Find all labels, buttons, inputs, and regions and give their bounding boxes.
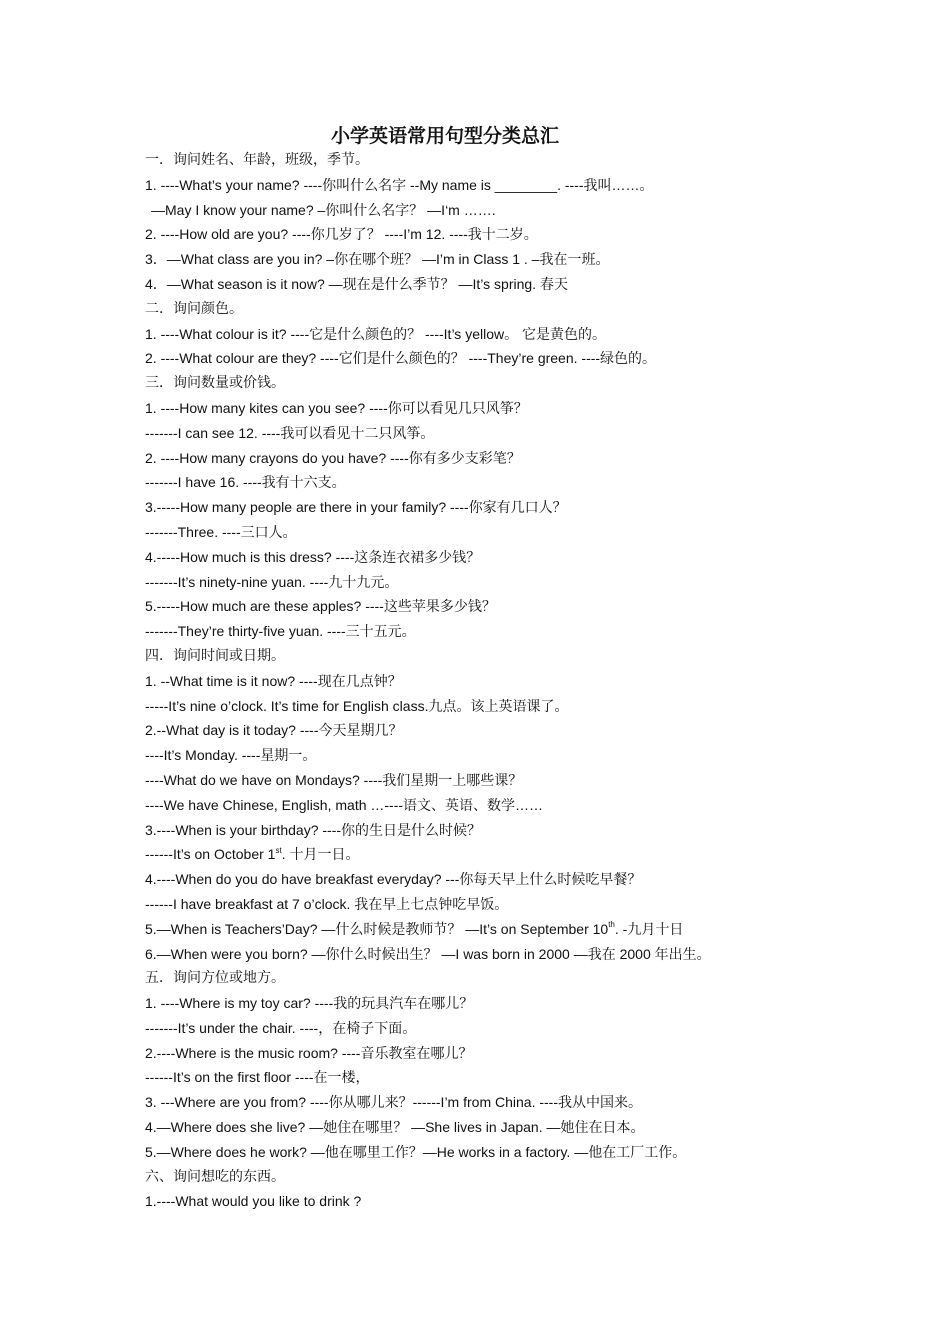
line-text: —May I know your name? –你叫什么名字？ —I‘m ……. [151, 201, 496, 218]
sentence-line [145, 842, 925, 867]
section-heading [145, 1165, 925, 1190]
line-text: ----We have Chinese, English, math …----语文、英语、数学…… [145, 796, 544, 813]
sentence-line [145, 594, 925, 619]
sentence-line [145, 768, 925, 793]
line-text: 2. ----How old are you? ----你几岁了？ ----I’m 12. ----我十二岁。 [145, 226, 538, 243]
ordinal-suffix: th [608, 920, 615, 930]
line-text: 2. ----How many crayons do you have? ----你有多少支彩笔？ [145, 449, 521, 466]
sentence-line [145, 718, 925, 743]
line-text: 2.----Where is the music room? ----音乐教室在哪儿？ [145, 1044, 473, 1061]
sentence-line [145, 1140, 925, 1165]
sentence-line [145, 1115, 925, 1140]
sentence-line [145, 346, 925, 371]
line-text: 4.—Where does she live? —她住在哪里？ —She lives in Japan. —她住在日本。 [145, 1119, 645, 1136]
sentence-line [145, 669, 925, 694]
line-text: 1.----What would you like to drink ? [145, 1193, 362, 1210]
sentence-line [145, 1016, 925, 1041]
sentence-line [145, 396, 925, 421]
line-text: -------Three. ----三口人。 [145, 523, 297, 540]
section-heading [145, 966, 925, 991]
line-text: -------They’re thirty-five yuan. ----三十五元。 [145, 623, 416, 640]
line-text: 3.----When is your birthday? ----你的生日是什么时候？ [145, 821, 482, 838]
sentence-line [145, 743, 925, 768]
sentence-line [145, 272, 925, 297]
sentence-line [145, 520, 925, 545]
line-text: 3．—What class are you in? –你在哪个班？ —I’m in Class 1 . –我在一班。 [145, 251, 610, 268]
sentence-line [145, 222, 925, 247]
sentence-line [145, 322, 925, 347]
line-text: 4.-----How much is this dress? ----这条连衣裙多少钱？ [145, 548, 481, 565]
sentence-line [145, 619, 925, 644]
sentence-list [145, 148, 925, 1214]
line-text: 1. --What time is it now? ----现在几点钟？ [145, 672, 402, 689]
sentence-line [145, 1090, 925, 1115]
line-text: 1. ----What’s your name? ----你叫什么名字 --My name is ________. ----我叫……。 [145, 176, 654, 193]
line-text: ----It’s Monday. ----星期一。 [145, 747, 317, 764]
sentence-line [145, 694, 925, 719]
ordinal-suffix: st [275, 845, 282, 855]
sentence-line [145, 173, 925, 198]
line-text: ------I have breakfast at 7 o’clock. 我在早上七点钟吃早饭。 [145, 895, 509, 912]
line-text: 6.—When were you born? —你什么时候出生？ —I was born in 2000 —我在 2000 年出生。 [145, 945, 711, 962]
line-text: 4.----When do you do have breakfast everyday? ---你每天早上什么时候吃早餐？ [145, 871, 642, 888]
sentence-line [145, 867, 925, 892]
line-text: 五．询问方位或地方。 [145, 970, 285, 987]
sentence-line [145, 793, 925, 818]
section-heading [145, 644, 925, 669]
line-text: -------I have 16. ----我有十六支。 [145, 474, 346, 491]
line-text: -----It’s nine o’clock. It’s time for English class.九点。该上英语课了。 [145, 697, 569, 714]
line-text: 四．询问时间或日期。 [145, 647, 285, 664]
line-text: 一．询问姓名、年龄，班级，季节。 [145, 152, 369, 168]
line-text: 六、询问想吃的东西。 [145, 1168, 285, 1185]
document-title: 小学英语常用句型分类总汇 [330, 125, 559, 147]
line-text: ----What do we have on Mondays? ----我们星期一上哪些课？ [145, 771, 523, 788]
line-text: 2. ----What colour are they? ----它们是什么颜色的？ ----They’re green. ----绿色的。 [145, 350, 657, 367]
sentence-line [145, 247, 925, 272]
sentence-line [145, 446, 925, 471]
line-text: ------It’s on October 1 [145, 846, 276, 863]
line-text-after: . 十月一日。 [281, 846, 360, 863]
line-text: -------It’s under the chair. ----，在椅子下面。 [145, 1019, 417, 1036]
sentence-line [145, 1065, 925, 1090]
line-text: 1. ----What colour is it? ----它是什么颜色的？ ----It’s yellow。 它是黄色的。 [145, 325, 606, 342]
sentence-line [145, 917, 925, 942]
line-text: -------It’s ninety-nine yuan. ----九十九元。 [145, 573, 399, 590]
section-heading [145, 148, 925, 173]
line-text: ------It’s on the first floor ----在一楼， [145, 1069, 370, 1086]
sentence-line [145, 1189, 925, 1214]
line-text: 3.-----How many people are there in your family? ----你家有几口人？ [145, 499, 567, 516]
sentence-line [145, 421, 925, 446]
sentence-line [145, 198, 925, 223]
line-text: 1. ----How many kites can you see? ----你可以看见几只风筝？ [145, 399, 528, 416]
line-text: 2.--What day is it today? ----今天星期几？ [145, 722, 403, 739]
sentence-line [145, 1041, 925, 1066]
line-text: 三．询问数量或价钱。 [145, 375, 285, 392]
sentence-line [145, 495, 925, 520]
line-text: 5.—Where does he work? —他在哪里工作？—He works in a factory. —他在工厂工作。 [145, 1143, 687, 1160]
sentence-line [145, 942, 925, 967]
line-text: 3. ---Where are you from? ----你从哪儿来？------I’m from China. ----我从中国来。 [145, 1094, 643, 1111]
sentence-line [145, 470, 925, 495]
section-heading [145, 371, 925, 396]
sentence-line [145, 892, 925, 917]
line-text: 1. ----Where is my toy car? ----我的玩具汽车在哪儿？ [145, 995, 474, 1012]
sentence-line [145, 570, 925, 595]
line-text: 5.-----How much are these apples? ----这些苹果多少钱？ [145, 598, 496, 615]
sentence-line [145, 818, 925, 843]
line-text-after: . -九月十日 [614, 920, 684, 937]
sentence-line [145, 545, 925, 570]
line-text: -------I can see 12. ----我可以看见十二只风筝。 [145, 424, 435, 441]
line-text: 4．—What season is it now? —现在是什么季节？ —It’s spring. 春天 [145, 275, 568, 292]
line-text: 二．询问颜色。 [145, 300, 243, 317]
section-heading [145, 297, 925, 322]
sentence-line [145, 991, 925, 1016]
line-text: 5.—When is Teachers’Day? —什么时候是教师节？ —It’s on September 10 [145, 920, 609, 937]
